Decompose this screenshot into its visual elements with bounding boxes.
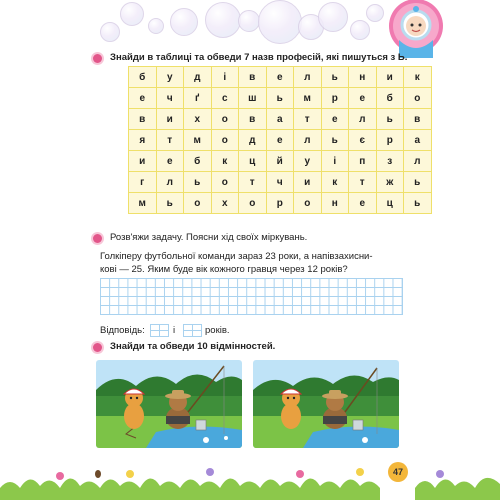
astronaut-mascot-icon [385,0,447,58]
grid-letter-cell[interactable]: в [404,109,432,130]
grid-letter-cell[interactable]: ц [239,151,267,172]
grid-letter-cell[interactable]: о [211,109,239,130]
grid-letter-cell[interactable]: к [211,151,239,172]
grid-letter-cell[interactable]: л [294,67,322,88]
decorative-bubble [120,2,144,26]
grid-letter-cell[interactable]: ь [266,88,294,109]
grid-letter-cell[interactable]: м [129,193,157,214]
decorative-bubble [318,2,348,32]
grid-letter-cell[interactable]: е [321,109,349,130]
word-search-grid [128,66,432,214]
task-2-text-line-2: кові — 25. Яким буде вік кожного гравця через 12 років? [100,264,348,275]
grid-letter-cell[interactable]: е [349,88,377,109]
grid-letter-cell[interactable]: б [129,67,157,88]
decorative-bubble [238,10,260,32]
grid-letter-cell[interactable]: т [349,172,377,193]
grid-letter-cell[interactable]: б [376,88,404,109]
grid-letter-cell[interactable]: к [404,67,432,88]
grid-letter-cell[interactable]: ь [404,172,432,193]
grid-letter-cell[interactable]: х [184,109,212,130]
grid-letter-cell[interactable]: о [211,130,239,151]
answer-label: Відповідь: [100,325,145,336]
grid-letter-cell[interactable]: л [294,130,322,151]
grid-letter-cell[interactable]: ц [376,193,404,214]
grid-row [129,130,432,151]
decorative-bubble [148,18,164,34]
task-2-title: Розв'яжи задачу. Поясни хід своїх міркувань. [110,232,308,243]
fishing-picture-left[interactable] [96,360,242,448]
grid-letter-cell[interactable]: в [239,109,267,130]
grid-row [129,67,432,88]
grid-letter-cell[interactable]: р [321,88,349,109]
decorative-bubble [100,22,120,42]
grid-row [129,88,432,109]
answer-unit: років. [205,325,230,336]
grid-letter-cell[interactable]: а [266,109,294,130]
grid-letter-cell[interactable]: є [349,130,377,151]
grid-letter-cell[interactable]: л [404,151,432,172]
grid-letter-cell[interactable]: ж [376,172,404,193]
grid-letter-cell[interactable]: т [156,130,184,151]
grid-letter-cell[interactable]: е [266,67,294,88]
grid-row [129,172,432,193]
grid-letter-cell[interactable]: ь [404,193,432,214]
decorative-bubble [258,0,302,44]
grid-row [129,193,432,214]
task-2-text-line-1: Голкіперу футбольної команди зараз 23 роки, а напівзахисни- [100,251,373,262]
grid-letter-cell[interactable]: х [211,193,239,214]
grid-letter-cell[interactable]: в [129,109,157,130]
decorative-bubble [170,8,198,36]
grid-letter-cell[interactable]: р [266,193,294,214]
grid-letter-cell[interactable]: у [294,151,322,172]
grid-letter-cell[interactable]: м [184,130,212,151]
grid-letter-cell[interactable]: н [349,67,377,88]
grid-letter-cell[interactable]: е [349,193,377,214]
grid-row [129,109,432,130]
grid-letter-cell[interactable]: н [321,193,349,214]
grid-letter-cell[interactable]: д [239,130,267,151]
task-bullet [93,343,102,352]
task-1-instruction: Знайди в таблиці та обведи 7 назв професій, які пишуться з Ь. [110,52,408,63]
grid-letter-cell[interactable]: в [239,67,267,88]
grid-letter-cell[interactable]: ґ [184,88,212,109]
grid-letter-cell[interactable]: и [156,109,184,130]
grid-letter-cell[interactable]: б [184,151,212,172]
grid-row [129,151,432,172]
grid-letter-cell[interactable]: ч [266,172,294,193]
answer-box-2[interactable] [183,324,202,337]
grid-letter-cell[interactable]: о [211,172,239,193]
grid-letter-cell[interactable]: и [294,172,322,193]
grid-letter-cell[interactable]: д [184,67,212,88]
grid-letter-cell[interactable]: о [184,193,212,214]
grid-letter-cell[interactable]: и [129,151,157,172]
grid-letter-cell[interactable]: ь [184,172,212,193]
decorative-bubble [366,4,384,22]
grid-letter-cell[interactable]: т [239,172,267,193]
decorative-grass-border [0,462,500,500]
grid-letter-cell[interactable]: л [349,109,377,130]
grid-letter-cell[interactable]: і [211,67,239,88]
grid-letter-cell[interactable]: т [294,109,322,130]
grid-letter-cell[interactable]: і [321,151,349,172]
answer-box-1[interactable] [150,324,169,337]
grid-letter-cell[interactable]: г [129,172,157,193]
grid-letter-cell[interactable]: к [321,172,349,193]
grid-letter-cell[interactable]: и [376,67,404,88]
grid-letter-cell[interactable]: ь [156,193,184,214]
fishing-picture-right[interactable] [253,360,399,448]
grid-letter-cell[interactable]: о [404,88,432,109]
grid-letter-cell[interactable]: м [294,88,322,109]
grid-letter-cell[interactable]: с [211,88,239,109]
grid-letter-cell[interactable]: у [156,67,184,88]
grid-letter-cell[interactable]: ш [239,88,267,109]
grid-letter-cell[interactable]: е [266,130,294,151]
squared-answer-area[interactable] [100,278,403,315]
grid-letter-cell[interactable]: р [376,130,404,151]
grid-letter-cell[interactable]: е [129,88,157,109]
grid-letter-cell[interactable]: е [156,151,184,172]
decorative-bubble [205,2,241,38]
grid-letter-cell[interactable]: л [156,172,184,193]
grid-letter-cell[interactable]: а [404,130,432,151]
grid-letter-cell[interactable]: ч [156,88,184,109]
grid-letter-cell[interactable]: ь [321,67,349,88]
grid-letter-cell[interactable]: ь [321,130,349,151]
task-3-title: Знайди та обведи 10 відмінностей. [110,341,276,352]
grid-letter-cell[interactable]: п [349,151,377,172]
grid-letter-cell[interactable]: й [266,151,294,172]
answer-and: і [173,325,176,336]
grid-letter-cell[interactable]: о [239,193,267,214]
decorative-bubble [350,20,370,40]
task-bullet [93,234,102,243]
page-number: 47 [388,462,408,482]
grid-letter-cell[interactable]: о [294,193,322,214]
grid-letter-cell[interactable]: ь [376,109,404,130]
grid-letter-cell[interactable]: з [376,151,404,172]
task-bullet [93,54,102,63]
grid-letter-cell[interactable]: я [129,130,157,151]
